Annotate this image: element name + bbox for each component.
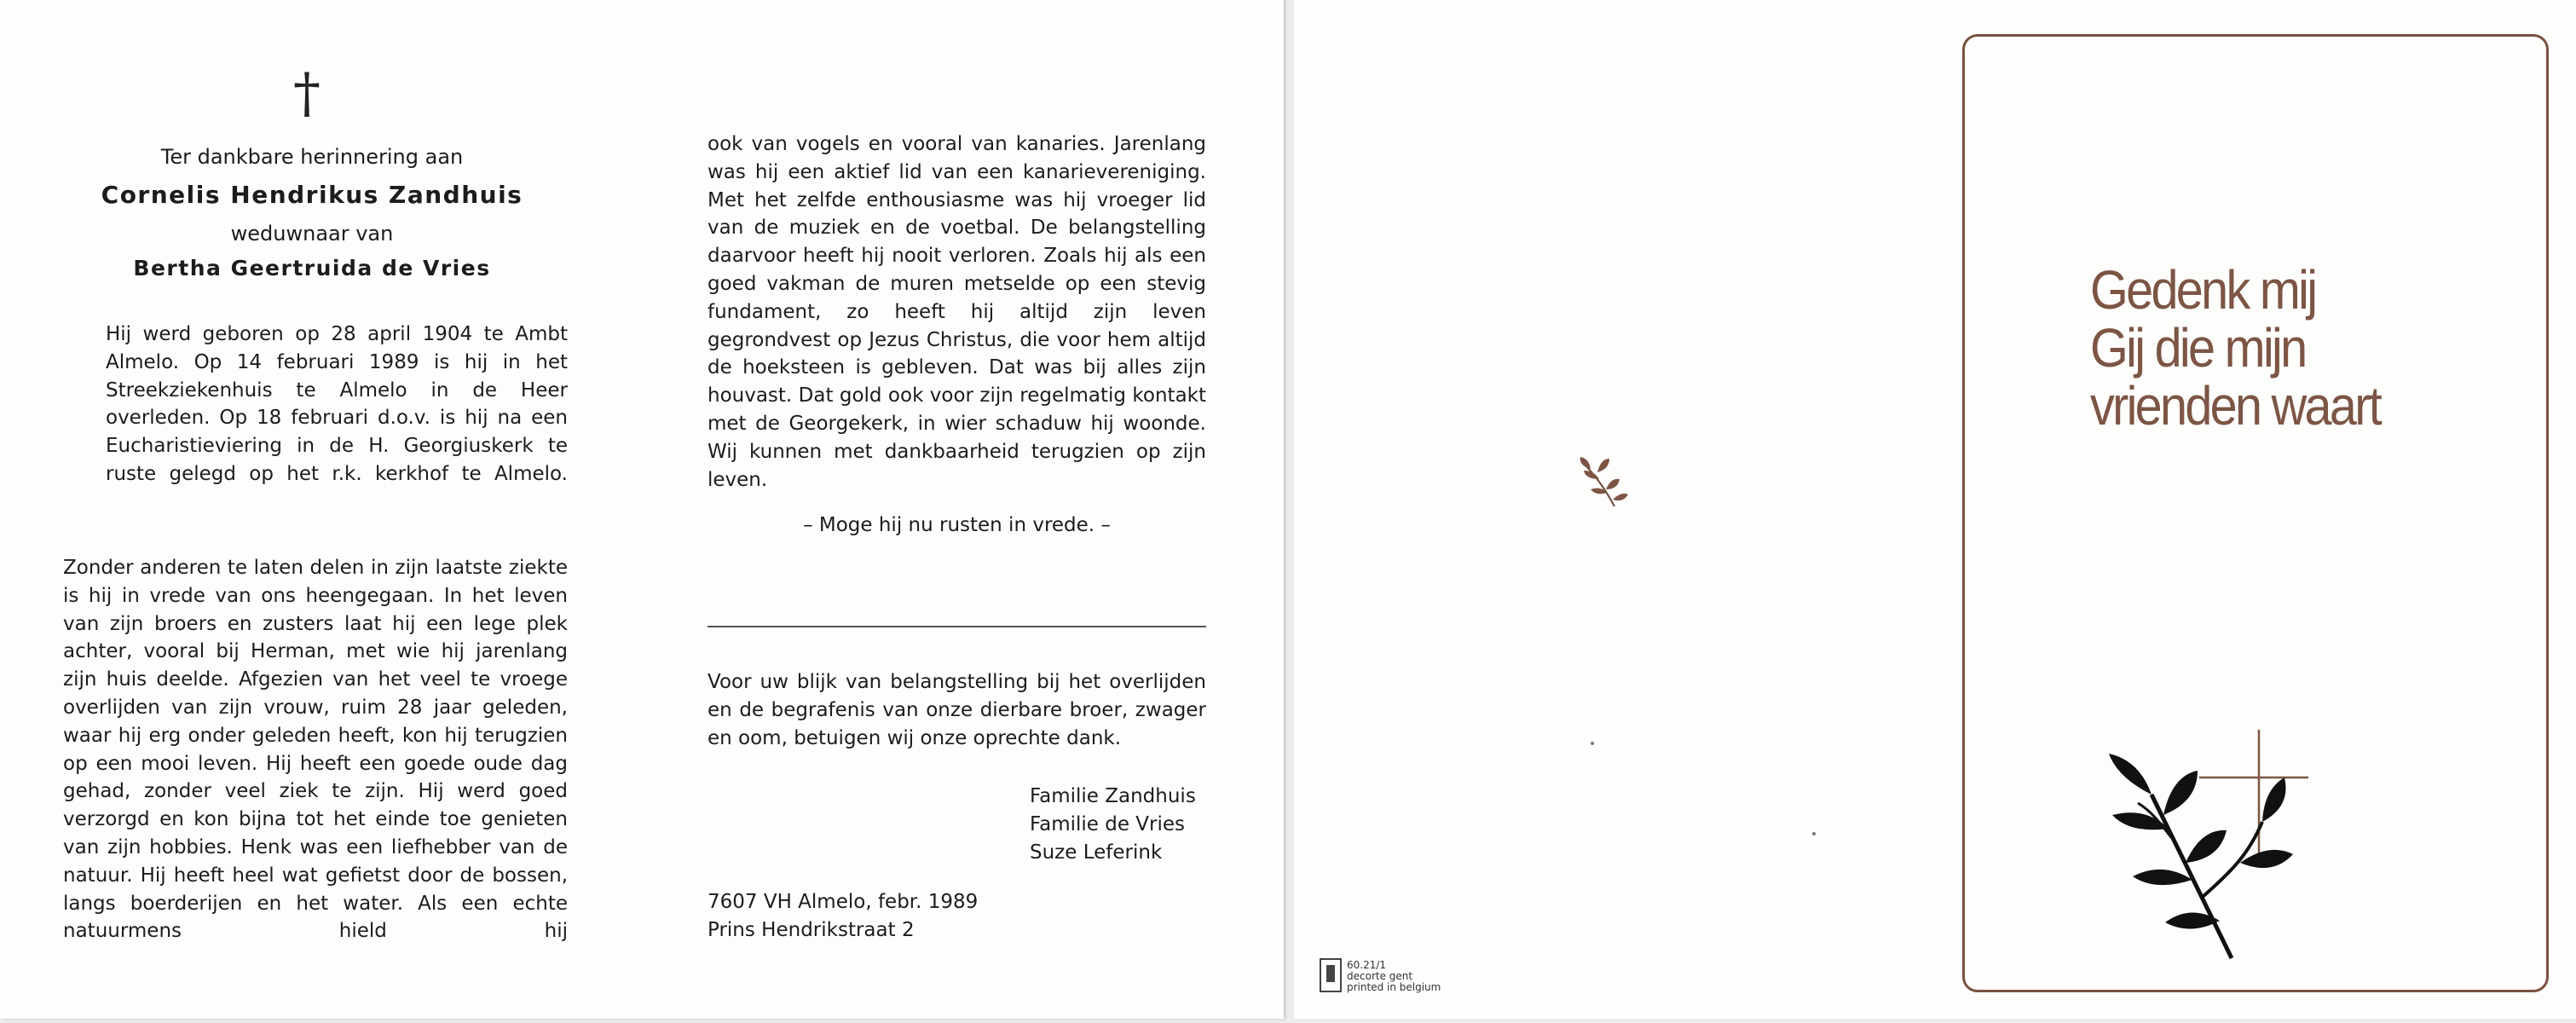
printer-logo-icon — [1320, 958, 1342, 992]
deceased-name: Cornelis Hendrikus Zandhuis — [101, 181, 523, 209]
family-line: Familie de Vries — [1030, 813, 1186, 835]
verse-line: vrienden waart — [2090, 375, 2381, 436]
family-line: Familie Zandhuis — [1030, 785, 1196, 807]
address-block — [708, 888, 978, 945]
address-line: 7607 VH Almelo, febr. 1989 — [708, 891, 979, 913]
intro-line: Ter dankbare herinnering aan — [160, 145, 464, 169]
address-line: Prins Hendrikstraat 2 — [708, 919, 915, 941]
floral-cross-icon — [2104, 726, 2325, 965]
divider-line — [708, 626, 1206, 627]
thanks-paragraph: Voor uw blijk van belangstelling bij het overlijden en de begrafenis van onze dierbare broer, zwager en oom, betuigen wij onze oprechte dank. — [708, 671, 1206, 749]
biography-paragraph: Hij werd geboren op 28 april 1904 te Ambt Almelo. Op 14 februari 1989 is hij in het Streekziekenhuis te Almelo in de Heer overleden. Op 18 februari d.o.v. is hij na een Eucharistieviering in de H. Georgiuskerk te ruste gelegd op het r.k. kerkhof te Almelo. — [106, 323, 568, 485]
family-line: Suze Leferink — [1030, 841, 1163, 864]
widow-label: weduwnaar van — [230, 222, 394, 246]
tribute-paragraph: Zonder anderen te laten delen in zijn laatste ziekte is hij in vrede van ons heengegaan. In het leven van zijn broers en zusters laat hij een lege plek achter, vooral bij Herman, met wie hij jarenlang zijn huis deelde. Afgezien van het veel te vroege overlijden van zijn vrouw, ruim 28 jaar geleden, waar hij erg onder geleden heeft, kon hij terugzien op een mooi leven. Hij heeft een goede oude dag gehad, zonder veel ziek te zijn. Hij werd goed verzorgd en kon bijna tot het einde toe genieten van zijn hobbies. Henk was een liefhebber van de natuur. Hij heeft heel wat gefietst door de bossen, langs boerderijen en het water. Als een echte natuurmens hield hij — [63, 557, 568, 943]
paper-speck — [1591, 742, 1594, 745]
verse-line: Gij die mijn — [2090, 317, 2306, 379]
imprint-line: 60.21/1 — [1347, 959, 1387, 971]
cross-icon: † — [293, 62, 321, 125]
inner-left-spread — [0, 0, 1284, 1019]
tribute-continuation: ook van vogels en vooral van kanaries. Jarenlang was hij een aktief lid van een kanarievereniging. Met het zelfde enthousiasme was hij vroeger lid van de muziek en de voetbal. De belangstelling daarvoor heeft hij nooit verloren. Zoals hij als een goed vakman de muren metselde op een stevig fundament, zo heeft hij altijd zijn leven gegrondvest op Jezus Christus, die voor hem altijd de hoeksteen is gebleven. Dat was bij alles zijn houvast. Dat gold ook voor zijn regelmatig kontakt met de Georgekerk, in wier schaduw hij woonde. Wij kunnen met dankbaarheid terugzien op zijn leven. — [708, 133, 1206, 491]
imprint-line: printed in belgium — [1347, 981, 1441, 993]
family-signatures — [1030, 783, 1196, 867]
verse-line: Gedenk mij — [2090, 259, 2316, 321]
printer-imprint — [1347, 960, 1441, 993]
memorial-verse — [2090, 261, 2489, 435]
paper-speck — [1812, 832, 1816, 835]
imprint-line: decorte gent — [1347, 970, 1413, 982]
rest-in-peace-line: – Moge hij nu rusten in vrede. – — [803, 514, 1111, 536]
spouse-name: Bertha Geertruida de Vries — [133, 256, 491, 280]
small-sprig-icon — [1575, 447, 1643, 515]
